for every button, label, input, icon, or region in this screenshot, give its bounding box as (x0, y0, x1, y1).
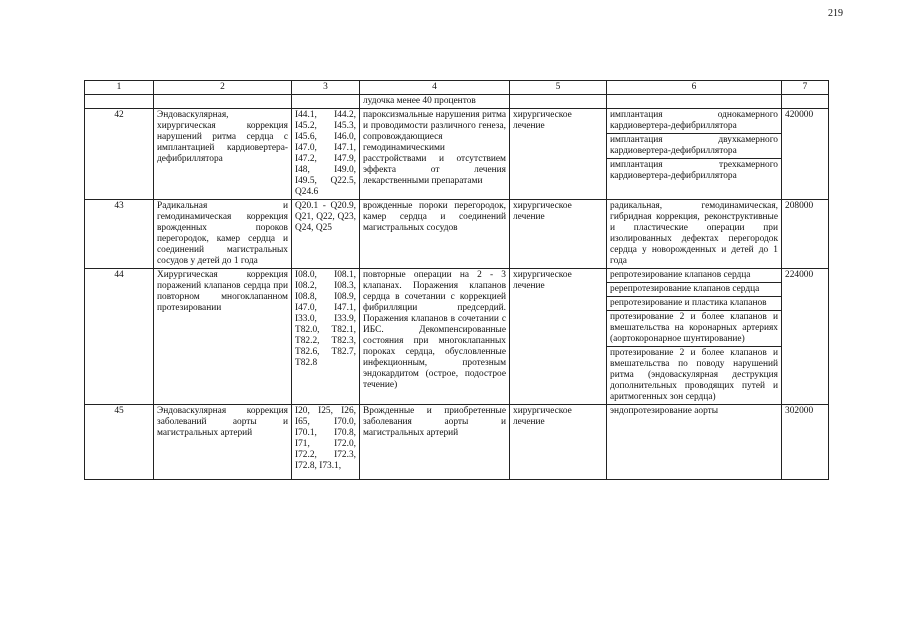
row-number: 43 (85, 200, 154, 269)
procedure-name: Эндоваскулярная коррекция заболеваний аорты и магистральных артерий (154, 405, 292, 480)
procedures-table (84, 80, 829, 480)
cost-value: 224000 (782, 269, 829, 405)
treatment-method: имплантация трехкамерного кардиовертера-дефибриллятора (610, 160, 778, 181)
treatment-method: репротезирование клапанов сердца (607, 269, 781, 283)
treatment-method: имплантация однокамерного кардиовертера-дефибриллятора (607, 109, 781, 134)
treatment-method: имплантация двухкамерного кардиовертера-дефибриллятора (607, 134, 781, 159)
row-number: 44 (85, 269, 154, 405)
patient-model: повторные операции на 2 - 3 клапанах. Поражения клапанов сердца в сочетании с коррекцией фибрилляции предсердий. Поражения клапанов в сочетании с ИБС. Декомпенсированные состояния при многоклапанных пороках сердца, обусловленные инфекционным, протезным эндокардитом (острое, подострое течение) (360, 269, 510, 405)
table-row (85, 200, 829, 269)
treatment-type: хирургическое лечение (510, 200, 607, 269)
procedure-name: Хирургическая коррекция поражений клапанов сердца при повторном многоклапанном протезировании (154, 269, 292, 405)
treatment-methods (607, 405, 782, 480)
patient-model: Врожденные и приобретенные заболевания аорты и магистральных артерий (360, 405, 510, 480)
procedure-name: Эндоваскулярная, хирургическая коррекция нарушений ритма сердца с имплантацией кардиовертера-дефибриллятора (154, 109, 292, 200)
column-number: 6 (607, 81, 782, 95)
table-row (85, 405, 829, 480)
icd-codes: I20, I25, I26, I65, I70.0, I70.1, I70.8, I71, I72.0, I72.2, I72.3, I72.8, I73.1, (292, 405, 360, 480)
icd-codes: I44.1, I44.2, I45.2, I45.3, I45.6, I46.0, I47.0, I47.1, I47.2, I47.9, I48, I49.0, I49.5, Q22.5, Q24.6 (292, 109, 360, 200)
continuation-text: лудочка менее 40 процентов (360, 95, 510, 109)
patient-model: врожденные пороки перегородок, камер сердца и соединений магистральных сосудов (360, 200, 510, 269)
cost-value: 302000 (782, 405, 829, 480)
column-number: 2 (154, 81, 292, 95)
treatment-type: хирургическое лечение (510, 109, 607, 200)
row-number: 45 (85, 405, 154, 480)
table-row (85, 269, 829, 405)
cost-value: 420000 (782, 109, 829, 200)
icd-codes: Q20.1 - Q20.9, Q21, Q22, Q23, Q24, Q25 (292, 200, 360, 269)
continuation-row (85, 95, 829, 109)
patient-model: пароксизмальные нарушения ритма и проводимости различного генеза, сопровождающиеся гемодинамическими расстройствами и отсутствием эффекта от лечения лекарственными препаратами (360, 109, 510, 200)
row-number: 42 (85, 109, 154, 200)
column-number: 7 (782, 81, 829, 95)
cost-value: 208000 (782, 200, 829, 269)
treatment-method: радикальная, гемодинамическая, гибридная коррекция, реконструктивные и пластические операции при изолированных дефектах перегородок сердца у новорожденных и детей до 1 года (610, 201, 778, 266)
icd-codes: I08.0, I08.1, I08.2, I08.3, I08.8, I08.9, I47.0, I47.1, I33.0, I33.9, T82.0, T82.1, T82.2, T82.3, T82.6, T82.7, T82.8 (292, 269, 360, 405)
treatment-type: хирургическое лечение (510, 405, 607, 480)
treatment-method: ререпротезирование клапанов сердца (607, 283, 781, 297)
page-number: 219 (828, 8, 843, 19)
column-number: 1 (85, 81, 154, 95)
table-row (85, 109, 829, 200)
column-number: 4 (360, 81, 510, 95)
treatment-method: эндопротезирование аорты (610, 406, 719, 416)
column-number: 3 (292, 81, 360, 95)
procedure-name: Радикальная и гемодинамическая коррекция врожденных пороков перегородок, камер сердца и соединений магистральных сосудов у детей до 1 года (154, 200, 292, 269)
treatment-type: хирургическое лечение (510, 269, 607, 405)
treatment-methods (607, 269, 782, 405)
treatment-methods (607, 200, 782, 269)
treatment-method: протезирование 2 и более клапанов и вмешательства на коронарных артериях (аортокоронарное шунтирование) (607, 311, 781, 347)
treatment-methods (607, 109, 782, 200)
column-number: 5 (510, 81, 607, 95)
treatment-method: репротезирование и пластика клапанов (607, 297, 781, 311)
treatment-method: протезирование 2 и более клапанов и вмешательства по поводу нарушений ритма (эндоваскулярная деструкция дополнительных проводящих путей и аритмогенных зон сердца) (610, 348, 778, 402)
column-number-row (85, 81, 829, 95)
